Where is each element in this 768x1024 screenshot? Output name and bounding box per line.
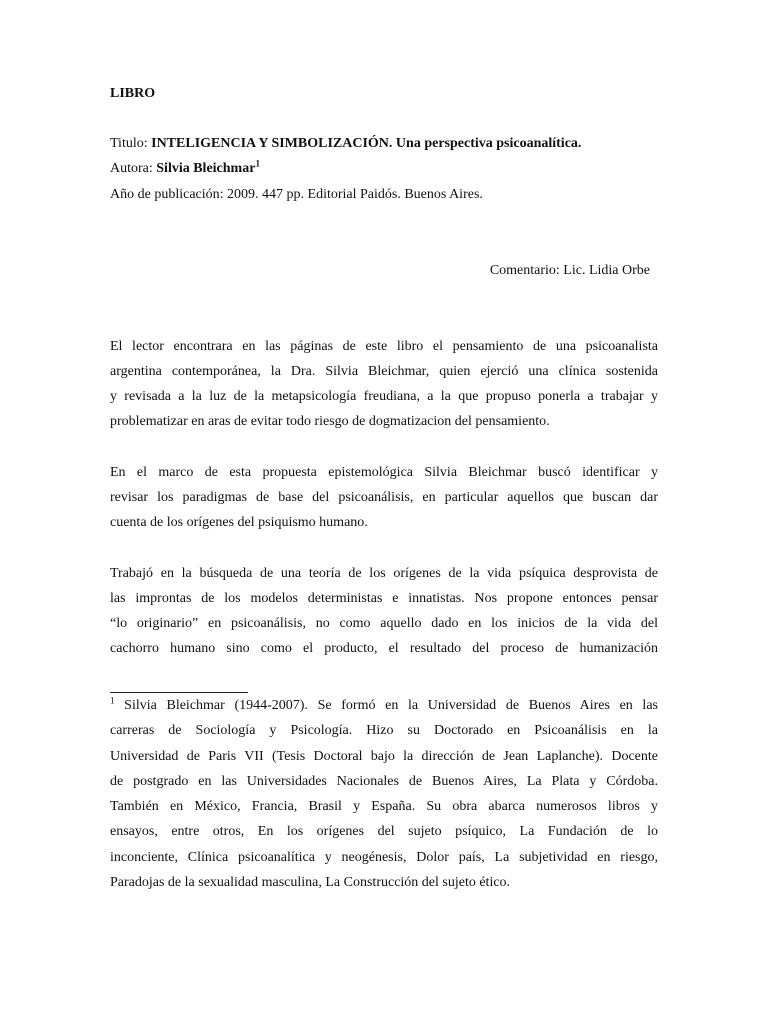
footnote-line <box>110 693 658 718</box>
paragraph-line: revisar los paradigmas de base del psicoanálisis, en particular aquellos que buscan dar <box>110 490 658 505</box>
book-author: Silvia Bleichmar <box>156 161 256 176</box>
footnote-mark: 1 <box>110 695 115 706</box>
publication-line: Año de publicación: 2009. 447 pp. Editorial Paidós. Buenos Aires. <box>110 187 483 202</box>
author-label: Autora: <box>110 161 157 176</box>
paragraph-line: cuenta de los orígenes del psiquismo humano. <box>110 515 368 530</box>
paragraph-1 <box>110 334 658 434</box>
footnote-line: inconciente, Clínica psicoanalítica y neogénesis, Dolor país, La subjetividad en riesgo, <box>110 849 658 865</box>
paragraph-line: las improntas de los modelos deterministas e innatistas. Nos propone entonces pensar <box>110 591 658 606</box>
footnote-line: Paradojas de la sexualidad masculina, La Construcción del sujeto ético. <box>110 875 511 891</box>
footnote-line: carreras de Sociología y Psicología. Hizo su Doctorado en Psicoanálisis en la <box>110 723 658 739</box>
footnote-ref[interactable]: 1 <box>255 158 260 169</box>
paragraph-2 <box>110 460 658 535</box>
paragraph-line: En el marco de esta propuesta epistemológica Silvia Bleichmar buscó identificar y <box>110 465 658 480</box>
book-title: INTELIGENCIA Y SIMBOLIZACIÓN. Una perspectiva psicoanalítica. <box>151 136 582 151</box>
paragraph-line: argentina contemporánea, la Dra. Silvia Bleichmar, quien ejerció una clínica sostenida <box>110 364 658 379</box>
paragraph-line: Trabajó en la búsqueda de una teoría de los orígenes de la vida psíquica desprovista de <box>110 566 658 581</box>
footnote-line: ensayos, entre otros, En los orígenes del sujeto psíquico, La Fundación de lo <box>110 824 658 840</box>
paragraph-3 <box>110 561 658 661</box>
footnote-line-text: Silvia Bleichmar (1944-2007). Se formó en la Universidad de Buenos Aires en las <box>114 698 658 713</box>
title-label: Titulo: <box>110 136 152 151</box>
paragraph-line: y revisada a la luz de la metapsicología freudiana, a la que propuso ponerla a trabajar y <box>110 389 658 404</box>
footnote-line: de postgrado en las Universidades Nacionales de Buenos Aires, La Plata y Córdoba. <box>110 773 658 789</box>
paragraph-line: cachorro humano sino como el producto, el resultado del proceso de humanización <box>110 641 658 656</box>
comment-attribution: Comentario: Lic. Lidia Orbe <box>489 263 650 278</box>
paragraph-line: El lector encontrara en las páginas de este libro el pensamiento de una psicoanalista <box>110 339 658 354</box>
book-title-line <box>110 136 581 152</box>
section-heading: LIBRO <box>110 86 156 101</box>
paragraph-line: problematizar en aras de evitar todo riesgo de dogmatizacion del pensamiento. <box>110 414 550 429</box>
footnote-line: También en México, Francia, Brasil y España. Su obra abarca numerosos libros y <box>110 799 658 815</box>
book-author-line <box>110 158 260 177</box>
footnote <box>110 693 658 895</box>
footnote-line: Universidad de Paris VII (Tesis Doctoral bajo la dirección de Jean Laplanche). Docente <box>110 748 658 764</box>
paragraph-line: “lo originario” en psicoanálisis, no como aquello dado en los inicios de la vida del <box>110 616 658 631</box>
